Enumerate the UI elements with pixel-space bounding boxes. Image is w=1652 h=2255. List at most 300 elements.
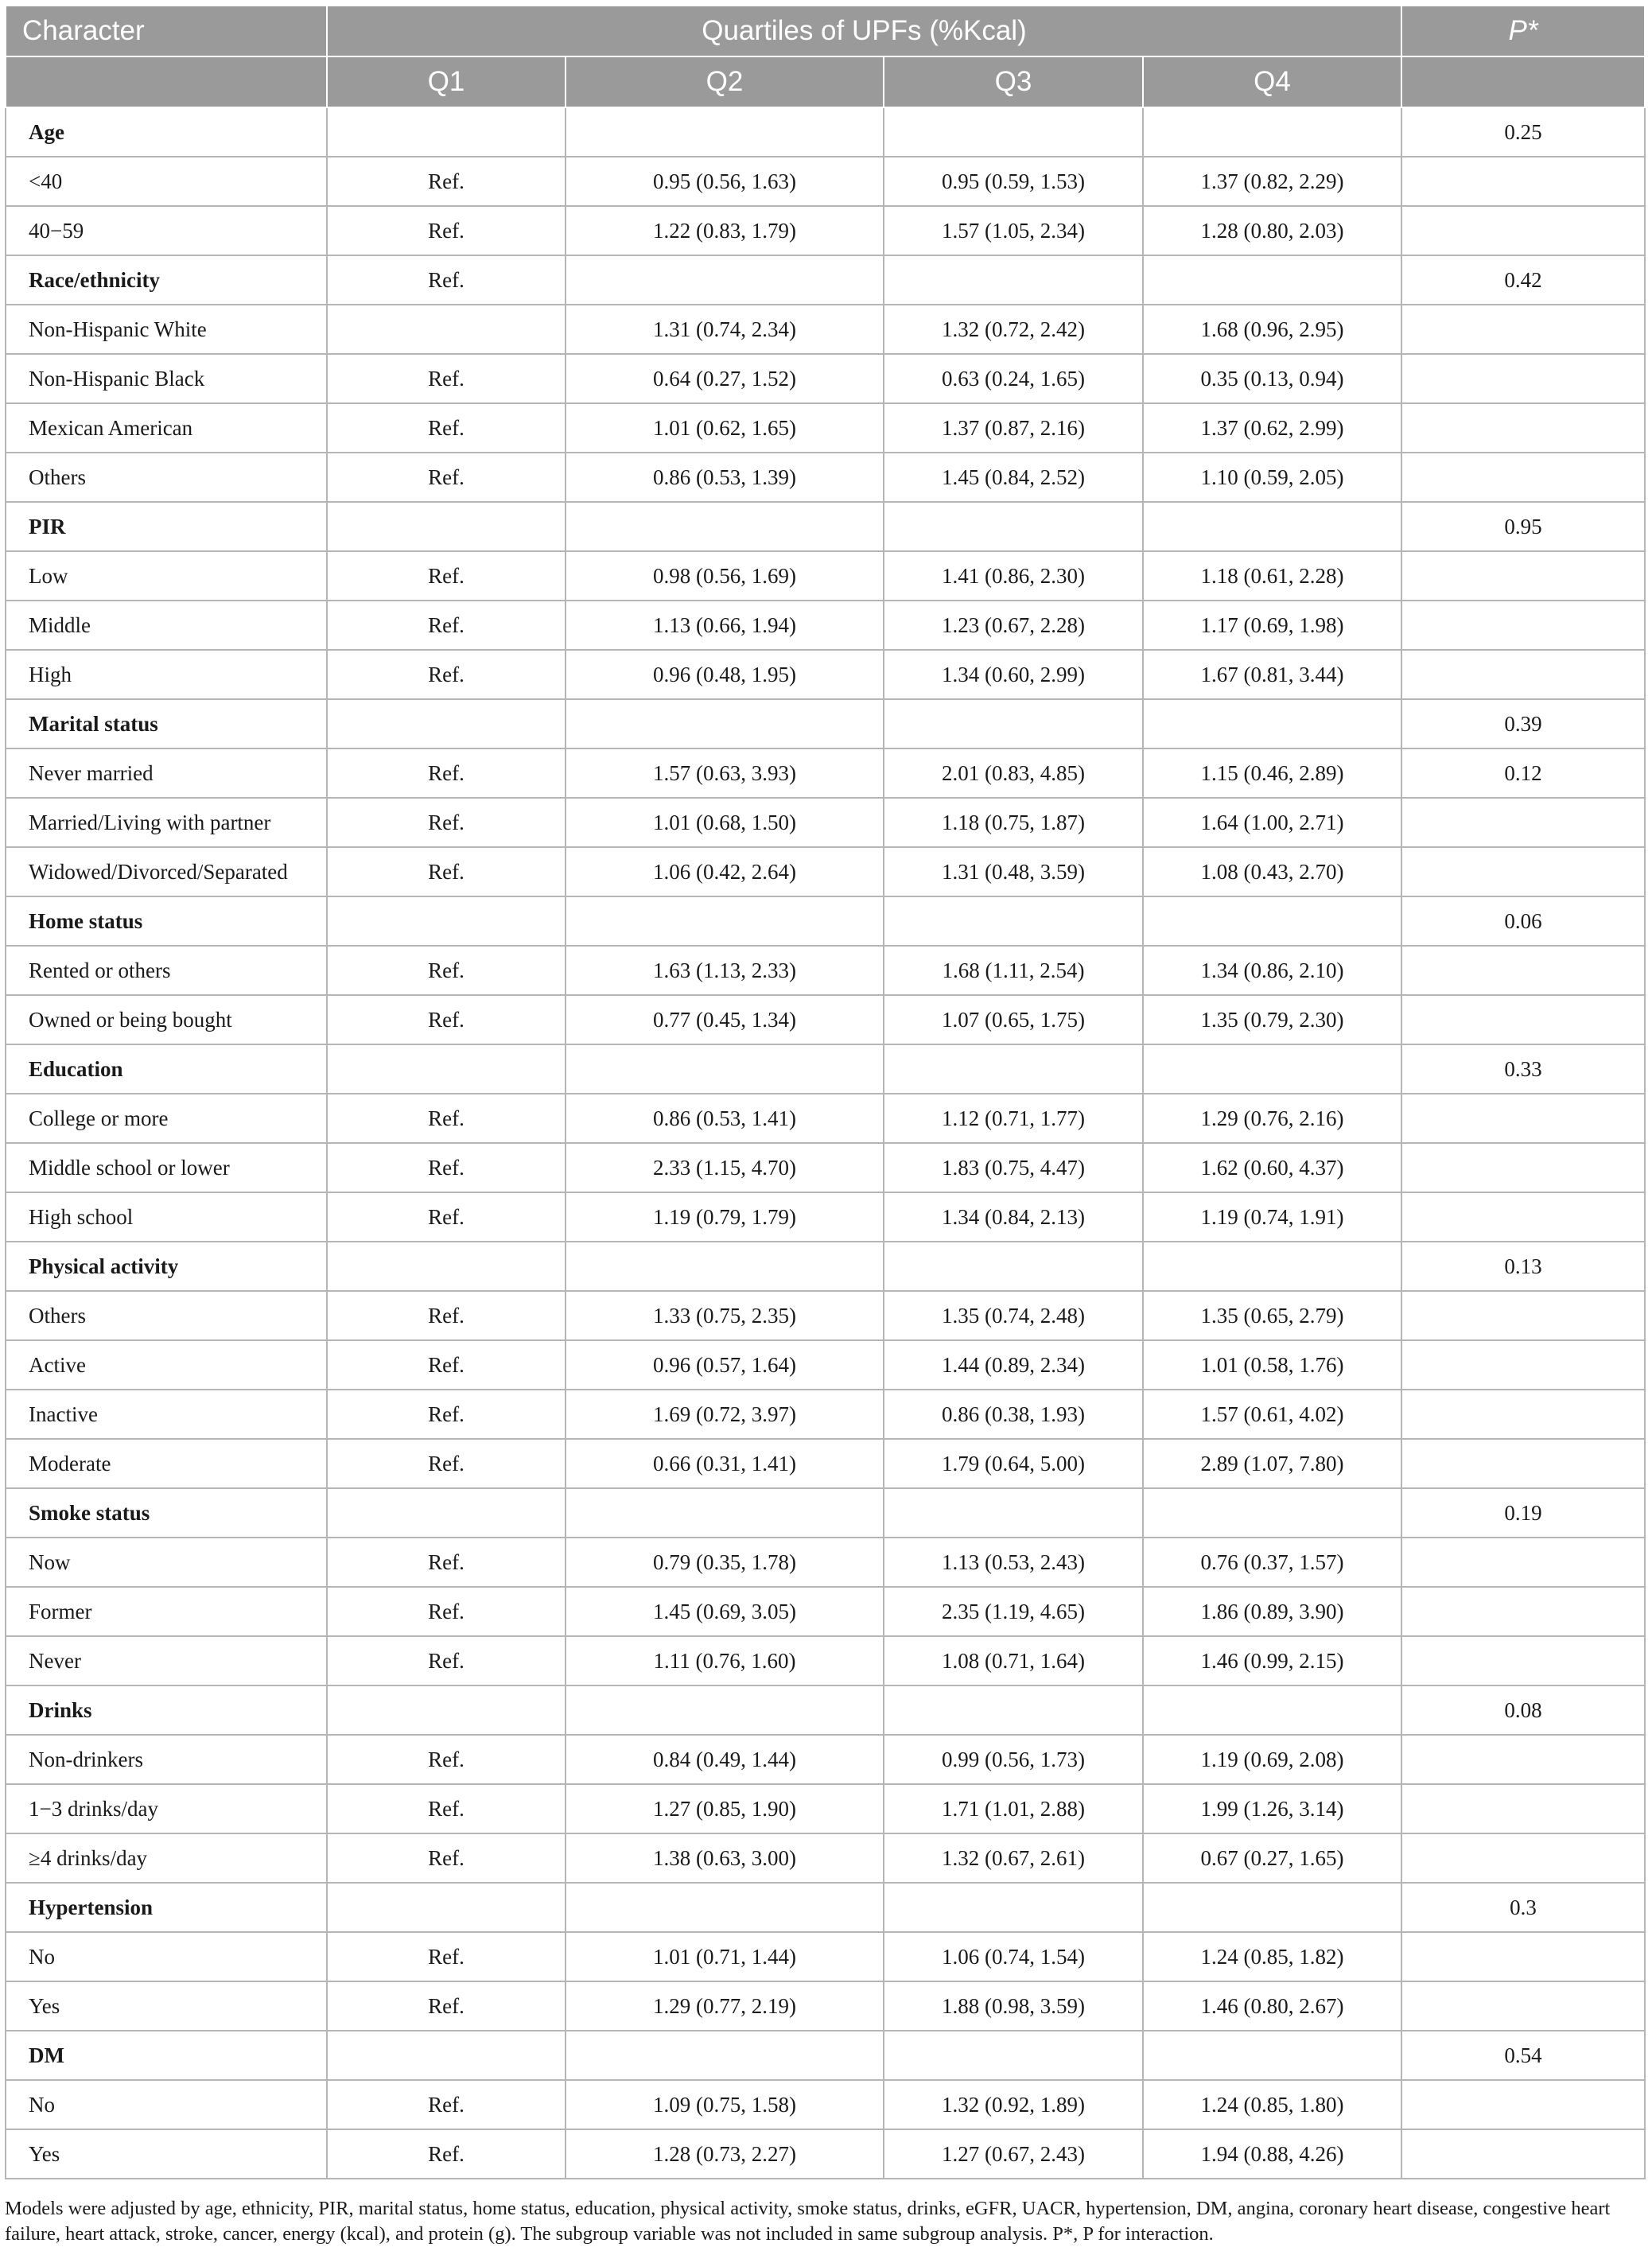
cell-q3: 1.45 (0.84, 2.52): [884, 453, 1143, 502]
cell-q2: 0.79 (0.35, 1.78): [566, 1538, 884, 1587]
group-row: [6, 502, 1645, 551]
cell-q1: Ref.: [327, 1192, 566, 1242]
row-label: 40−59: [6, 206, 327, 255]
cell-q3: 1.18 (0.75, 1.87): [884, 798, 1143, 847]
cell-q2: 0.64 (0.27, 1.52): [566, 354, 884, 403]
cell-p: [1401, 1833, 1645, 1883]
cell-p: [1401, 1439, 1645, 1488]
cell-q2: 1.33 (0.75, 2.35): [566, 1291, 884, 1340]
cell-q1: [327, 699, 566, 748]
row-label: Married/Living with partner: [6, 798, 327, 847]
cell-q1: Ref.: [327, 354, 566, 403]
table-row: [6, 1192, 1645, 1242]
cell-p: [1401, 1735, 1645, 1784]
cell-q1: Ref.: [327, 1340, 566, 1390]
cell-q3: 1.71 (1.01, 2.88): [884, 1784, 1143, 1833]
cell-p: [1401, 601, 1645, 650]
table-row: [6, 1833, 1645, 1883]
cell-q3: 2.01 (0.83, 4.85): [884, 748, 1143, 798]
cell-q2: 1.45 (0.69, 3.05): [566, 1587, 884, 1636]
cell-p: [1401, 354, 1645, 403]
cell-q2: 1.01 (0.71, 1.44): [566, 1932, 884, 1981]
row-label: Never: [6, 1636, 327, 1685]
cell-q1: Ref.: [327, 847, 566, 896]
group-row: [6, 1488, 1645, 1538]
header-q2: Q2: [566, 56, 884, 107]
cell-q4: [1143, 1685, 1401, 1735]
row-label: Drinks: [6, 1685, 327, 1735]
row-label: Middle school or lower: [6, 1143, 327, 1192]
table-row: [6, 995, 1645, 1044]
table-row: [6, 1390, 1645, 1439]
cell-q1: [327, 1883, 566, 1932]
row-label: Owned or being bought: [6, 995, 327, 1044]
cell-q3: 0.99 (0.56, 1.73): [884, 1735, 1143, 1784]
table-row: [6, 1587, 1645, 1636]
group-row: [6, 1685, 1645, 1735]
cell-q2: 1.09 (0.75, 1.58): [566, 2080, 884, 2129]
cell-p: [1401, 1291, 1645, 1340]
cell-q4: 1.28 (0.80, 2.03): [1143, 206, 1401, 255]
table-row: [6, 2129, 1645, 2179]
cell-q3: 1.31 (0.48, 3.59): [884, 847, 1143, 896]
cell-p: [1401, 1094, 1645, 1143]
header-q4: Q4: [1143, 56, 1401, 107]
cell-p: [1401, 798, 1645, 847]
cell-q4: [1143, 1044, 1401, 1094]
header-blank-p: [1401, 56, 1645, 107]
row-label: Moderate: [6, 1439, 327, 1488]
cell-q3: [884, 1242, 1143, 1291]
cell-q4: 1.24 (0.85, 1.80): [1143, 2080, 1401, 2129]
cell-q3: 1.57 (1.05, 2.34): [884, 206, 1143, 255]
row-label: Race/ethnicity: [6, 255, 327, 305]
group-row: [6, 255, 1645, 305]
cell-q1: Ref.: [327, 2129, 566, 2179]
row-label: Home status: [6, 896, 327, 946]
row-label: Non-Hispanic Black: [6, 354, 327, 403]
cell-q1: [327, 1044, 566, 1094]
cell-q3: 1.13 (0.53, 2.43): [884, 1538, 1143, 1587]
cell-p: [1401, 2080, 1645, 2129]
cell-q3: [884, 107, 1143, 157]
cell-q4: 0.67 (0.27, 1.65): [1143, 1833, 1401, 1883]
table-row: [6, 1439, 1645, 1488]
header-q3: Q3: [884, 56, 1143, 107]
cell-q3: 1.79 (0.64, 5.00): [884, 1439, 1143, 1488]
cell-q1: Ref.: [327, 453, 566, 502]
row-label: Non-Hispanic White: [6, 305, 327, 354]
row-label: Others: [6, 1291, 327, 1340]
cell-q3: 1.32 (0.92, 1.89): [884, 2080, 1143, 2129]
cell-q1: Ref.: [327, 255, 566, 305]
cell-q1: Ref.: [327, 748, 566, 798]
cell-q3: 1.37 (0.87, 2.16): [884, 403, 1143, 453]
cell-q2: 0.86 (0.53, 1.39): [566, 453, 884, 502]
cell-q2: 1.01 (0.68, 1.50): [566, 798, 884, 847]
cell-q4: 1.94 (0.88, 4.26): [1143, 2129, 1401, 2179]
cell-q3: [884, 1044, 1143, 1094]
cell-p: [1401, 1587, 1645, 1636]
table-row: [6, 403, 1645, 453]
cell-q4: 1.01 (0.58, 1.76): [1143, 1340, 1401, 1390]
group-row: [6, 699, 1645, 748]
cell-q2: [566, 2031, 884, 2080]
cell-q4: 0.35 (0.13, 0.94): [1143, 354, 1401, 403]
row-label: Former: [6, 1587, 327, 1636]
cell-q3: [884, 502, 1143, 551]
cell-p: [1401, 1932, 1645, 1981]
cell-p: [1401, 1784, 1645, 1833]
cell-p: 0.19: [1401, 1488, 1645, 1538]
table-row: [6, 1784, 1645, 1833]
row-label: PIR: [6, 502, 327, 551]
table-row: [6, 1094, 1645, 1143]
cell-p: 0.33: [1401, 1044, 1645, 1094]
cell-p: [1401, 305, 1645, 354]
cell-p: [1401, 650, 1645, 699]
cell-q1: Ref.: [327, 1636, 566, 1685]
cell-q3: 1.06 (0.74, 1.54): [884, 1932, 1143, 1981]
row-label: No: [6, 1932, 327, 1981]
cell-p: 0.08: [1401, 1685, 1645, 1735]
cell-q2: 1.63 (1.13, 2.33): [566, 946, 884, 995]
cell-q2: 0.86 (0.53, 1.41): [566, 1094, 884, 1143]
row-label: Others: [6, 453, 327, 502]
table-header: [6, 6, 1645, 107]
cell-q2: 1.01 (0.62, 1.65): [566, 403, 884, 453]
cell-q1: Ref.: [327, 1538, 566, 1587]
subgroup-analysis-table: [5, 5, 1646, 2179]
row-label: Never married: [6, 748, 327, 798]
table-row: [6, 1538, 1645, 1587]
row-label: Age: [6, 107, 327, 157]
table-row: [6, 1291, 1645, 1340]
cell-q4: 1.34 (0.86, 2.10): [1143, 946, 1401, 995]
cell-q3: 1.41 (0.86, 2.30): [884, 551, 1143, 601]
cell-q3: [884, 1685, 1143, 1735]
table-row: [6, 1981, 1645, 2031]
cell-q4: [1143, 2031, 1401, 2080]
cell-q4: [1143, 1242, 1401, 1291]
cell-q1: [327, 1242, 566, 1291]
cell-q1: Ref.: [327, 650, 566, 699]
row-label: Education: [6, 1044, 327, 1094]
cell-p: [1401, 1340, 1645, 1390]
cell-q3: [884, 1883, 1143, 1932]
table-row: [6, 305, 1645, 354]
cell-q2: 0.66 (0.31, 1.41): [566, 1439, 884, 1488]
table-row: [6, 206, 1645, 255]
cell-p: 0.25: [1401, 107, 1645, 157]
row-label: Inactive: [6, 1390, 327, 1439]
cell-p: 0.95: [1401, 502, 1645, 551]
cell-q1: Ref.: [327, 2080, 566, 2129]
table-row: [6, 1143, 1645, 1192]
cell-p: [1401, 1192, 1645, 1242]
cell-p: [1401, 1143, 1645, 1192]
table-row: [6, 354, 1645, 403]
cell-q4: 1.35 (0.65, 2.79): [1143, 1291, 1401, 1340]
table-row: [6, 748, 1645, 798]
cell-p: [1401, 1636, 1645, 1685]
cell-q4: 0.76 (0.37, 1.57): [1143, 1538, 1401, 1587]
cell-q4: 1.35 (0.79, 2.30): [1143, 995, 1401, 1044]
cell-p: [1401, 847, 1645, 896]
cell-p: [1401, 2129, 1645, 2179]
cell-q1: [327, 107, 566, 157]
cell-q2: 0.96 (0.48, 1.95): [566, 650, 884, 699]
cell-q4: 1.15 (0.46, 2.89): [1143, 748, 1401, 798]
header-quartiles: Quartiles of UPFs (%Kcal): [327, 6, 1401, 56]
cell-q1: Ref.: [327, 1143, 566, 1192]
cell-q2: [566, 1044, 884, 1094]
header-p: P*: [1401, 6, 1645, 56]
cell-q4: [1143, 107, 1401, 157]
table-row: [6, 1636, 1645, 1685]
cell-q2: 1.31 (0.74, 2.34): [566, 305, 884, 354]
cell-q4: 1.62 (0.60, 4.37): [1143, 1143, 1401, 1192]
row-label: Hypertension: [6, 1883, 327, 1932]
cell-q4: 2.89 (1.07, 7.80): [1143, 1439, 1401, 1488]
cell-q2: 0.98 (0.56, 1.69): [566, 551, 884, 601]
cell-q4: 1.08 (0.43, 2.70): [1143, 847, 1401, 896]
cell-p: 0.42: [1401, 255, 1645, 305]
cell-q4: 1.57 (0.61, 4.02): [1143, 1390, 1401, 1439]
cell-p: 0.13: [1401, 1242, 1645, 1291]
cell-q2: [566, 699, 884, 748]
cell-p: [1401, 1981, 1645, 2031]
cell-q2: 0.96 (0.57, 1.64): [566, 1340, 884, 1390]
cell-q1: Ref.: [327, 206, 566, 255]
cell-q3: [884, 2031, 1143, 2080]
cell-q4: [1143, 896, 1401, 946]
cell-q1: Ref.: [327, 1735, 566, 1784]
cell-q3: 1.34 (0.84, 2.13): [884, 1192, 1143, 1242]
cell-p: [1401, 453, 1645, 502]
cell-q1: Ref.: [327, 1587, 566, 1636]
cell-p: [1401, 403, 1645, 453]
table-row: [6, 946, 1645, 995]
cell-q2: 1.19 (0.79, 1.79): [566, 1192, 884, 1242]
cell-q2: [566, 502, 884, 551]
row-label: Widowed/Divorced/Separated: [6, 847, 327, 896]
cell-q1: Ref.: [327, 946, 566, 995]
table-container: [5, 5, 1644, 2179]
cell-q1: Ref.: [327, 601, 566, 650]
cell-q3: 1.44 (0.89, 2.34): [884, 1340, 1143, 1390]
cell-q3: 1.08 (0.71, 1.64): [884, 1636, 1143, 1685]
row-label: Now: [6, 1538, 327, 1587]
cell-q1: [327, 896, 566, 946]
cell-q4: 1.46 (0.99, 2.15): [1143, 1636, 1401, 1685]
row-label: Yes: [6, 1981, 327, 2031]
cell-q1: Ref.: [327, 798, 566, 847]
cell-q3: 1.34 (0.60, 2.99): [884, 650, 1143, 699]
row-label: Rented or others: [6, 946, 327, 995]
cell-q1: Ref.: [327, 1981, 566, 2031]
cell-q4: [1143, 502, 1401, 551]
table-body: [6, 107, 1645, 2179]
cell-q1: Ref.: [327, 1439, 566, 1488]
cell-q1: Ref.: [327, 1291, 566, 1340]
header-character: Character: [6, 6, 327, 56]
cell-q4: 1.29 (0.76, 2.16): [1143, 1094, 1401, 1143]
row-label: Smoke status: [6, 1488, 327, 1538]
table-row: [6, 1340, 1645, 1390]
cell-q2: [566, 896, 884, 946]
cell-q1: Ref.: [327, 551, 566, 601]
table-row: [6, 157, 1645, 206]
cell-q4: 1.18 (0.61, 2.28): [1143, 551, 1401, 601]
cell-q2: 1.38 (0.63, 3.00): [566, 1833, 884, 1883]
cell-q2: [566, 1685, 884, 1735]
cell-q1: Ref.: [327, 157, 566, 206]
cell-q2: [566, 1488, 884, 1538]
cell-q2: 1.27 (0.85, 1.90): [566, 1784, 884, 1833]
cell-q3: [884, 699, 1143, 748]
table-row: [6, 601, 1645, 650]
row-label: High school: [6, 1192, 327, 1242]
cell-q1: Ref.: [327, 1833, 566, 1883]
cell-q3: 0.86 (0.38, 1.93): [884, 1390, 1143, 1439]
cell-q2: 1.57 (0.63, 3.93): [566, 748, 884, 798]
cell-p: 0.54: [1401, 2031, 1645, 2080]
header-blank: [6, 56, 327, 107]
group-row: [6, 896, 1645, 946]
row-label: Mexican American: [6, 403, 327, 453]
cell-q2: 2.33 (1.15, 4.70): [566, 1143, 884, 1192]
cell-p: 0.39: [1401, 699, 1645, 748]
row-label: Physical activity: [6, 1242, 327, 1291]
group-row: [6, 1883, 1645, 1932]
cell-q3: 1.27 (0.67, 2.43): [884, 2129, 1143, 2179]
cell-p: [1401, 946, 1645, 995]
cell-p: 0.12: [1401, 748, 1645, 798]
cell-q2: 1.22 (0.83, 1.79): [566, 206, 884, 255]
table-row: [6, 551, 1645, 601]
cell-q4: 1.37 (0.62, 2.99): [1143, 403, 1401, 453]
cell-q2: 1.11 (0.76, 1.60): [566, 1636, 884, 1685]
cell-q1: [327, 502, 566, 551]
cell-q4: 1.10 (0.59, 2.05): [1143, 453, 1401, 502]
table-row: [6, 847, 1645, 896]
cell-q1: Ref.: [327, 403, 566, 453]
table-footnote: Models were adjusted by age, ethnicity, PIR, marital status, home status, education, physical activity, smoke status, drinks, eGFR, UACR, hypertension, DM, angina, coronary heart disease, congestive heart failure, heart attack, stroke, cancer, energy (kcal), and protein (g). The subgroup variable was not included in same subgroup analysis. P*, P for interaction.: [5, 2198, 1611, 2245]
cell-q4: 1.64 (1.00, 2.71): [1143, 798, 1401, 847]
cell-p: [1401, 157, 1645, 206]
group-row: [6, 2031, 1645, 2080]
row-label: Yes: [6, 2129, 327, 2179]
cell-q3: 1.83 (0.75, 4.47): [884, 1143, 1143, 1192]
cell-p: 0.3: [1401, 1883, 1645, 1932]
header-q1: Q1: [327, 56, 566, 107]
cell-q3: 1.32 (0.67, 2.61): [884, 1833, 1143, 1883]
cell-q2: 1.13 (0.66, 1.94): [566, 601, 884, 650]
header-row-2: [6, 56, 1645, 107]
cell-q3: 1.07 (0.65, 1.75): [884, 995, 1143, 1044]
cell-q3: 1.12 (0.71, 1.77): [884, 1094, 1143, 1143]
cell-q2: [566, 1883, 884, 1932]
cell-q1: Ref.: [327, 995, 566, 1044]
cell-q2: 0.95 (0.56, 1.63): [566, 157, 884, 206]
row-label: High: [6, 650, 327, 699]
cell-q1: Ref.: [327, 1784, 566, 1833]
cell-q1: Ref.: [327, 1094, 566, 1143]
cell-p: [1401, 551, 1645, 601]
cell-q1: Ref.: [327, 1932, 566, 1981]
table-row: [6, 650, 1645, 699]
cell-q2: [566, 107, 884, 157]
cell-q3: 1.23 (0.67, 2.28): [884, 601, 1143, 650]
cell-q3: 0.63 (0.24, 1.65): [884, 354, 1143, 403]
table-row: [6, 1735, 1645, 1784]
cell-q4: 1.19 (0.69, 2.08): [1143, 1735, 1401, 1784]
cell-q2: 0.84 (0.49, 1.44): [566, 1735, 884, 1784]
cell-q2: [566, 1242, 884, 1291]
cell-p: [1401, 206, 1645, 255]
cell-q4: 1.46 (0.80, 2.67): [1143, 1981, 1401, 2031]
table-row: [6, 1932, 1645, 1981]
cell-q2: 1.28 (0.73, 2.27): [566, 2129, 884, 2179]
cell-q3: 0.95 (0.59, 1.53): [884, 157, 1143, 206]
cell-q4: 1.17 (0.69, 1.98): [1143, 601, 1401, 650]
table-row: [6, 453, 1645, 502]
cell-q3: 1.35 (0.74, 2.48): [884, 1291, 1143, 1340]
group-row: [6, 1044, 1645, 1094]
row-label: Low: [6, 551, 327, 601]
cell-q2: 0.77 (0.45, 1.34): [566, 995, 884, 1044]
row-label: Non-drinkers: [6, 1735, 327, 1784]
cell-q3: [884, 1488, 1143, 1538]
table-row: [6, 798, 1645, 847]
row-label: No: [6, 2080, 327, 2129]
row-label: Marital status: [6, 699, 327, 748]
cell-q4: [1143, 1883, 1401, 1932]
cell-q4: 1.86 (0.89, 3.90): [1143, 1587, 1401, 1636]
cell-q4: 1.24 (0.85, 1.82): [1143, 1932, 1401, 1981]
cell-q1: [327, 305, 566, 354]
header-row-1: [6, 6, 1645, 56]
cell-q1: [327, 1488, 566, 1538]
row-label: DM: [6, 2031, 327, 2080]
cell-p: [1401, 1390, 1645, 1439]
row-label: <40: [6, 157, 327, 206]
cell-q2: 1.06 (0.42, 2.64): [566, 847, 884, 896]
cell-q2: 1.29 (0.77, 2.19): [566, 1981, 884, 2031]
cell-q4: [1143, 255, 1401, 305]
cell-q3: 2.35 (1.19, 4.65): [884, 1587, 1143, 1636]
cell-q4: 1.37 (0.82, 2.29): [1143, 157, 1401, 206]
cell-p: [1401, 995, 1645, 1044]
row-label: Active: [6, 1340, 327, 1390]
row-label: Middle: [6, 601, 327, 650]
cell-q2: [566, 255, 884, 305]
cell-q1: [327, 2031, 566, 2080]
cell-q4: 1.67 (0.81, 3.44): [1143, 650, 1401, 699]
cell-p: 0.06: [1401, 896, 1645, 946]
cell-q3: 1.68 (1.11, 2.54): [884, 946, 1143, 995]
row-label: 1−3 drinks/day: [6, 1784, 327, 1833]
cell-q3: [884, 255, 1143, 305]
cell-q3: [884, 896, 1143, 946]
cell-q2: 1.69 (0.72, 3.97): [566, 1390, 884, 1439]
cell-q1: Ref.: [327, 1390, 566, 1439]
group-row: [6, 107, 1645, 157]
cell-q4: 1.99 (1.26, 3.14): [1143, 1784, 1401, 1833]
cell-q4: 1.68 (0.96, 2.95): [1143, 305, 1401, 354]
cell-q4: [1143, 1488, 1401, 1538]
